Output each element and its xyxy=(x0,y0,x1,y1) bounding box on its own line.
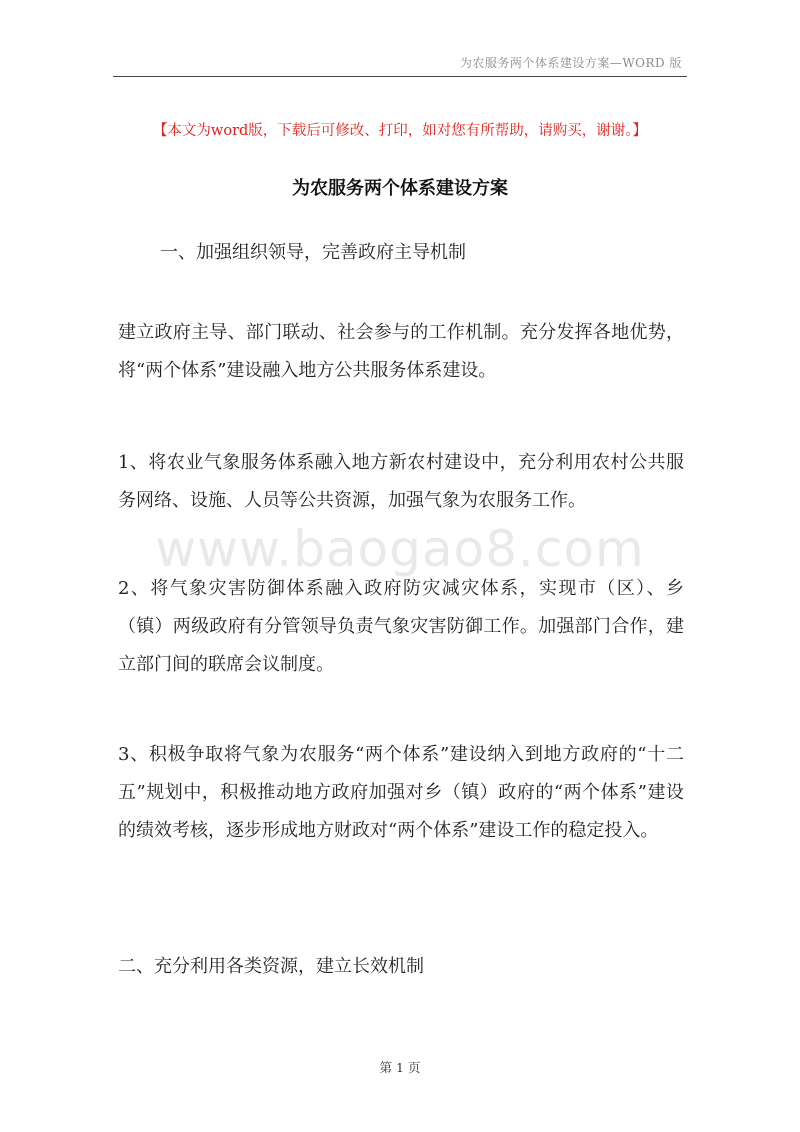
header-divider xyxy=(113,76,687,77)
watermark: www.baogao8.com xyxy=(155,520,645,578)
document-title: 为农服务两个体系建设方案 xyxy=(292,178,508,199)
purchase-notice: 【本文为word版，下载后可修改、打印，如对您有所帮助，请购买，谢谢。】 xyxy=(152,123,648,139)
page-header-label: 为农服务两个体系建设方案—WORD 版 xyxy=(459,56,682,70)
page-number: 第 1 页 xyxy=(379,1060,421,1075)
paragraph-item-2: 2、将气象灾害防御体系融入政府防灾减灾体系，实现市（区）、乡（镇）两级政府有分管领导负责气象灾害防御工作。加强部门合作，建立部门间的联席会议制度。 xyxy=(118,578,684,675)
paragraph-intro: 建立政府主导、部门联动、社会参与的工作机制。充分发挥各地优势，将“两个体系”建设融入地方公共服务体系建设。 xyxy=(118,322,684,381)
section-2-heading: 二、充分利用各类资源，建立长效机制 xyxy=(118,956,424,977)
paragraph-item-1: 1、将农业气象服务体系融入地方新农村建设中，充分利用农村公共服务网络、设施、人员等公共资源，加强气象为农服务工作。 xyxy=(118,452,684,511)
paragraph-item-3: 3、积极争取将气象为农服务“两个体系”建设纳入到地方政府的“十二五”规划中，积极推动地方政府加强对乡（镇）政府的“两个体系”建设的绩效考核，逐步形成地方财政对“两个体系”建设工作的稳定投入。 xyxy=(118,744,684,841)
section-1-heading: 一、加强组织领导，完善政府主导机制 xyxy=(160,242,466,263)
